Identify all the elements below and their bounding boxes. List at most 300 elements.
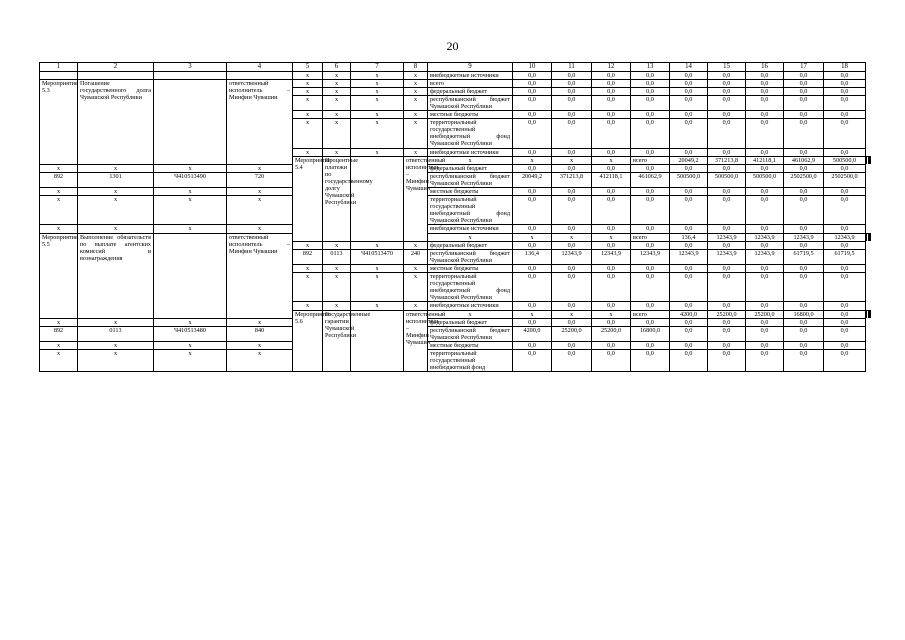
empty-cell <box>78 71 154 79</box>
amount-cell: 0,0 <box>552 225 592 233</box>
funding-source: местные бюджеты <box>428 188 513 196</box>
amount-cell: 0,0 <box>784 273 824 302</box>
amount-cell: 0,0 <box>824 326 866 341</box>
amount-cell: 0,0 <box>631 341 670 349</box>
amount-cell: 12343,9 <box>784 233 824 241</box>
amount-cell: 0,0 <box>552 119 592 148</box>
target-article-code: Ч410513480 <box>154 326 227 341</box>
amount-cell: 0,0 <box>552 87 592 95</box>
amount-cell: 0,0 <box>592 87 631 95</box>
section-code: x <box>323 148 351 156</box>
amount-cell: 0,0 <box>746 264 784 272</box>
grbs-code: x <box>40 318 78 326</box>
amount-cell: 0,0 <box>592 318 631 326</box>
empty-cell <box>227 71 293 79</box>
grbs-code: x <box>40 349 78 371</box>
measure-number: Мероприятие 5.4 <box>293 156 323 241</box>
grbs-code: x <box>40 196 78 225</box>
section-code: x <box>513 233 552 241</box>
amount-cell: 20049,2 <box>670 156 708 164</box>
amount-cell: 0,0 <box>784 95 824 110</box>
section-code: 1301 <box>78 172 154 187</box>
amount-cell: 4200,0 <box>670 310 708 318</box>
amount-cell: 0,0 <box>708 273 746 302</box>
target-article-code: x <box>552 310 592 318</box>
target-article-code: x <box>154 225 227 233</box>
amount-cell: 0,0 <box>592 225 631 233</box>
amount-cell: 0,0 <box>670 188 708 196</box>
amount-cell: 0,0 <box>784 71 824 79</box>
amount-cell: 12343,9 <box>670 249 708 264</box>
amount-cell: 0,0 <box>513 119 552 148</box>
amount-cell: 0,0 <box>784 119 824 148</box>
amount-cell: 0,0 <box>824 302 866 310</box>
measure-executor: ответственный исполнитель – Минфин Чувашии <box>404 310 428 372</box>
expense-type-code: x <box>404 111 428 119</box>
amount-cell: 0,0 <box>824 111 866 119</box>
section-code: x <box>323 273 351 302</box>
section-code: x <box>323 87 351 95</box>
amount-cell: 0,0 <box>746 341 784 349</box>
amount-cell: 0,0 <box>552 273 592 302</box>
expense-type-code: 840 <box>227 326 293 341</box>
section-code: x <box>323 241 351 249</box>
amount-cell: 0,0 <box>631 148 670 156</box>
amount-cell: 12343,9 <box>708 233 746 241</box>
grbs-code: x <box>40 164 78 172</box>
amount-cell: 12343,9 <box>592 249 631 264</box>
expense-type-code: x <box>227 318 293 326</box>
amount-cell: 0,0 <box>824 164 866 172</box>
amount-cell: 0,0 <box>784 87 824 95</box>
amount-cell: 0,0 <box>670 302 708 310</box>
amount-cell: 16800,0 <box>784 310 824 318</box>
measure-executor: ответственный исполнитель – Минфин Чувашии <box>227 233 293 318</box>
expense-type-code: x <box>592 233 631 241</box>
amount-cell: 0,0 <box>746 273 784 302</box>
funding-source: федеральный бюджет <box>428 164 513 172</box>
amount-cell: 0,0 <box>513 273 552 302</box>
amount-cell: 0,0 <box>670 164 708 172</box>
section-code: x <box>78 341 154 349</box>
amount-cell: 0,0 <box>552 164 592 172</box>
amount-cell: 0,0 <box>631 111 670 119</box>
amount-cell: 0,0 <box>592 95 631 110</box>
amount-cell: 0,0 <box>824 310 866 318</box>
section-code: 0113 <box>78 326 154 341</box>
amount-cell: 0,0 <box>670 95 708 110</box>
section-code: x <box>78 349 154 371</box>
grbs-code: 892 <box>293 249 323 264</box>
amount-cell: 0,0 <box>670 326 708 341</box>
amount-cell: 0,0 <box>670 225 708 233</box>
target-article-code: x <box>351 87 404 95</box>
amount-cell: 371213,8 <box>552 172 592 187</box>
amount-cell: 0,0 <box>552 95 592 110</box>
measure-col3 <box>351 156 404 241</box>
amount-cell: 0,0 <box>552 318 592 326</box>
amount-cell: 61719,5 <box>784 249 824 264</box>
measure-title: Процентные платежи по государственному долгу Чувашской Республики <box>323 156 351 241</box>
table-row <box>40 172 871 187</box>
column-header: 3 <box>154 63 227 72</box>
section-code: x <box>513 310 552 318</box>
target-article-code: x <box>552 156 592 164</box>
amount-cell: 0,0 <box>784 349 824 371</box>
funding-source: федеральный бюджет <box>428 241 513 249</box>
measure-executor: ответственный исполнитель – Минфин Чувашии <box>404 156 428 241</box>
target-article-code: x <box>154 196 227 225</box>
grbs-code: x <box>293 264 323 272</box>
funding-source: федеральный бюджет <box>428 318 513 326</box>
amount-cell: 0,0 <box>631 119 670 148</box>
target-article-code: Ч410513490 <box>154 172 227 187</box>
amount-cell: 12343,9 <box>631 249 670 264</box>
column-header: 9 <box>428 63 513 72</box>
amount-cell: 0,0 <box>708 79 746 87</box>
amount-cell: 0,0 <box>631 302 670 310</box>
amount-cell: 0,0 <box>631 188 670 196</box>
expense-type-code: x <box>227 349 293 371</box>
amount-cell: 0,0 <box>552 341 592 349</box>
column-header: 2 <box>78 63 154 72</box>
amount-cell: 0,0 <box>513 241 552 249</box>
target-article-code: x <box>351 264 404 272</box>
amount-cell: 0,0 <box>670 119 708 148</box>
empty-cell <box>154 71 227 79</box>
expense-type-code: x <box>592 310 631 318</box>
amount-cell: 0,0 <box>670 341 708 349</box>
expense-type-code: x <box>404 71 428 79</box>
expense-type-code: x <box>404 302 428 310</box>
amount-cell: 0,0 <box>592 71 631 79</box>
grbs-code: x <box>293 95 323 110</box>
amount-cell: 0,0 <box>746 71 784 79</box>
measure-title: Выполнение обязательств по выплате агентских комиссий и вознаграждения <box>78 233 154 318</box>
amount-cell: 12343,9 <box>824 233 866 241</box>
section-code: x <box>323 71 351 79</box>
expense-type-code: 240 <box>404 249 428 264</box>
funding-source: территориальный государственный внебюджетный фонд <box>428 349 513 371</box>
amount-cell: 371213,8 <box>708 156 746 164</box>
amount-cell: 0,0 <box>513 196 552 225</box>
amount-cell: 0,0 <box>784 196 824 225</box>
amount-cell: 0,0 <box>784 79 824 87</box>
amount-cell: 0,0 <box>552 148 592 156</box>
amount-cell: 0,0 <box>708 71 746 79</box>
amount-cell: 0,0 <box>746 87 784 95</box>
column-header: 17 <box>784 63 824 72</box>
target-article-code: x <box>552 233 592 241</box>
amount-cell: 0,0 <box>631 87 670 95</box>
column-header: 1 <box>40 63 78 72</box>
amount-cell: 0,0 <box>592 119 631 148</box>
section-code: x <box>323 302 351 310</box>
amount-cell: 0,0 <box>824 349 866 371</box>
grbs-code: x <box>293 119 323 148</box>
funding-source: территориальный государственный внебюджетный фонд Чувашской Республики <box>428 273 513 302</box>
target-article-code: x <box>351 119 404 148</box>
target-article-code: x <box>154 349 227 371</box>
expense-type-code: 720 <box>227 172 293 187</box>
grbs-code: x <box>428 310 513 318</box>
amount-cell: 0,0 <box>592 188 631 196</box>
target-article-code: x <box>351 79 404 87</box>
grbs-code: x <box>40 225 78 233</box>
grbs-code: x <box>293 111 323 119</box>
amount-cell: 0,0 <box>784 264 824 272</box>
amount-cell: 0,0 <box>513 87 552 95</box>
amount-cell: 0,0 <box>708 148 746 156</box>
amount-cell: 0,0 <box>631 241 670 249</box>
amount-cell: 0,0 <box>670 148 708 156</box>
expense-type-code: x <box>404 119 428 148</box>
amount-cell: 0,0 <box>824 71 866 79</box>
target-article-code: x <box>351 302 404 310</box>
amount-cell: 136,4 <box>670 233 708 241</box>
funding-source: федеральный бюджет <box>428 87 513 95</box>
measure-col3 <box>154 233 227 318</box>
amount-cell: 0,0 <box>592 349 631 371</box>
column-header: 8 <box>404 63 428 72</box>
amount-cell <box>869 233 870 241</box>
funding-source: внебюджетные источники <box>428 225 513 233</box>
amount-cell: 0,0 <box>746 119 784 148</box>
section-code: x <box>323 111 351 119</box>
grbs-code: 892 <box>40 326 78 341</box>
column-header: 15 <box>708 63 746 72</box>
table-row <box>40 233 871 241</box>
amount-cell: 0,0 <box>631 318 670 326</box>
amount-cell <box>869 310 870 318</box>
funding-source: всего <box>631 156 670 164</box>
amount-cell: 0,0 <box>784 188 824 196</box>
expense-type-code: x <box>404 148 428 156</box>
amount-cell: 0,0 <box>784 341 824 349</box>
amount-cell: 0,0 <box>746 164 784 172</box>
table-row <box>40 326 871 341</box>
amount-cell: 0,0 <box>631 264 670 272</box>
amount-cell: 0,0 <box>631 196 670 225</box>
amount-cell: 0,0 <box>513 188 552 196</box>
section-code: x <box>78 318 154 326</box>
amount-cell: 0,0 <box>746 196 784 225</box>
amount-cell: 0,0 <box>513 349 552 371</box>
amount-cell: 0,0 <box>592 79 631 87</box>
column-header: 5 <box>293 63 323 72</box>
amount-cell: 0,0 <box>708 349 746 371</box>
amount-cell: 12343,9 <box>746 249 784 264</box>
column-header: 4 <box>227 63 293 72</box>
amount-cell: 0,0 <box>670 196 708 225</box>
amount-cell: 0,0 <box>670 241 708 249</box>
amount-cell: 0,0 <box>824 79 866 87</box>
amount-cell: 0,0 <box>824 318 866 326</box>
amount-cell: 0,0 <box>824 341 866 349</box>
grbs-code: x <box>40 188 78 196</box>
amount-cell: 25200,0 <box>746 310 784 318</box>
expense-type-code: x <box>227 188 293 196</box>
section-code: x <box>78 225 154 233</box>
amount-cell: 0,0 <box>513 148 552 156</box>
amount-cell: 0,0 <box>746 148 784 156</box>
column-header: 6 <box>323 63 351 72</box>
target-article-code: x <box>351 71 404 79</box>
amount-cell: 20049,2 <box>513 172 552 187</box>
amount-cell: 0,0 <box>670 273 708 302</box>
amount-cell: 0,0 <box>708 87 746 95</box>
amount-cell: 461062,9 <box>631 172 670 187</box>
amount-cell: 0,0 <box>824 225 866 233</box>
funding-source: всего <box>428 79 513 87</box>
table-row <box>40 79 871 87</box>
target-article-code: x <box>351 148 404 156</box>
target-article-code: x <box>351 273 404 302</box>
amount-cell: 0,0 <box>513 318 552 326</box>
amount-cell: 0,0 <box>670 264 708 272</box>
amount-cell: 0,0 <box>824 264 866 272</box>
amount-cell: 0,0 <box>746 349 784 371</box>
section-code: x <box>78 196 154 225</box>
amount-cell: 0,0 <box>746 326 784 341</box>
column-header: 12 <box>592 63 631 72</box>
amount-cell: 0,0 <box>631 273 670 302</box>
amount-cell: 0,0 <box>824 95 866 110</box>
amount-cell: 0,0 <box>824 241 866 249</box>
grbs-code: x <box>293 79 323 87</box>
amount-cell: 500500,0 <box>824 156 866 164</box>
grbs-code: x <box>293 273 323 302</box>
target-article-code: x <box>154 318 227 326</box>
amount-cell: 412118,1 <box>592 172 631 187</box>
amount-cell: 0,0 <box>513 71 552 79</box>
amount-cell: 0,0 <box>670 87 708 95</box>
table-row <box>40 318 871 326</box>
amount-cell: 0,0 <box>708 119 746 148</box>
funding-source: местные бюджеты <box>428 341 513 349</box>
column-header: 18 <box>824 63 866 72</box>
grbs-code: 892 <box>40 172 78 187</box>
amount-cell: 0,0 <box>552 188 592 196</box>
amount-cell: 16800,0 <box>631 326 670 341</box>
target-article-code: x <box>154 341 227 349</box>
amount-cell: 0,0 <box>746 302 784 310</box>
amount-cell: 0,0 <box>784 302 824 310</box>
grbs-code: x <box>293 241 323 249</box>
amount-cell: 0,0 <box>746 79 784 87</box>
amount-cell: 0,0 <box>513 225 552 233</box>
grbs-code: x <box>293 71 323 79</box>
column-header: 11 <box>552 63 592 72</box>
amount-cell: 0,0 <box>513 79 552 87</box>
funding-source: республиканский бюджет Чувашской Республики <box>428 326 513 341</box>
column-header: 16 <box>746 63 784 72</box>
amount-cell: 500500,0 <box>746 172 784 187</box>
amount-cell: 0,0 <box>708 95 746 110</box>
table-row <box>40 164 871 172</box>
amount-cell: 0,0 <box>631 164 670 172</box>
amount-cell: 0,0 <box>631 349 670 371</box>
amount-cell: 12343,9 <box>746 233 784 241</box>
amount-cell: 0,0 <box>552 111 592 119</box>
amount-cell: 0,0 <box>592 341 631 349</box>
amount-cell: 0,0 <box>552 349 592 371</box>
amount-cell: 0,0 <box>513 341 552 349</box>
amount-cell: 0,0 <box>513 111 552 119</box>
funding-source: внебюджетные источники <box>428 148 513 156</box>
amount-cell: 136,4 <box>513 249 552 264</box>
expense-type-code: x <box>592 156 631 164</box>
target-article-code: x <box>154 164 227 172</box>
funding-source: местные бюджеты <box>428 264 513 272</box>
section-code: x <box>323 264 351 272</box>
amount-cell: 12343,9 <box>708 249 746 264</box>
funding-source: местные бюджеты <box>428 111 513 119</box>
grbs-code: x <box>293 148 323 156</box>
amount-cell: 0,0 <box>552 302 592 310</box>
column-header: 14 <box>670 63 708 72</box>
amount-cell: 0,0 <box>784 164 824 172</box>
amount-cell: 0,0 <box>824 148 866 156</box>
grbs-code: x <box>428 156 513 164</box>
funding-source: республиканский бюджет Чувашской Республики <box>428 95 513 110</box>
funding-source: территориальный государственный внебюджетный фонд Чувашской Республики <box>428 196 513 225</box>
page-number: 20 <box>446 39 459 53</box>
column-header: 10 <box>513 63 552 72</box>
measure-title: Государственные гарантии Чувашской Республики <box>323 310 351 372</box>
amount-cell: 0,0 <box>631 225 670 233</box>
expense-type-code: x <box>404 264 428 272</box>
funding-source: республиканский бюджет Чувашской Республики <box>428 249 513 264</box>
funding-source: территориальный государственный внебюджетный фонд Чувашской Республики <box>428 119 513 148</box>
target-article-code: Ч410513470 <box>351 249 404 264</box>
amount-cell: 61719,5 <box>824 249 866 264</box>
amount-cell: 0,0 <box>824 188 866 196</box>
table-row <box>40 349 871 371</box>
section-code: 0113 <box>323 249 351 264</box>
amount-cell: 0,0 <box>552 196 592 225</box>
amount-cell: 2502500,0 <box>824 172 866 187</box>
amount-cell: 0,0 <box>631 71 670 79</box>
amount-cell: 0,0 <box>784 326 824 341</box>
expense-type-code: x <box>227 225 293 233</box>
amount-cell: 0,0 <box>552 71 592 79</box>
expense-type-code: x <box>404 273 428 302</box>
amount-cell: 0,0 <box>592 148 631 156</box>
expense-type-code: x <box>404 241 428 249</box>
table-row <box>40 225 871 233</box>
amount-cell: 0,0 <box>784 318 824 326</box>
funding-source: всего <box>631 310 670 318</box>
amount-cell: 0,0 <box>592 164 631 172</box>
amount-cell: 0,0 <box>824 196 866 225</box>
table-row <box>40 188 871 196</box>
funding-source: внебюджетные источники <box>428 302 513 310</box>
amount-cell: 0,0 <box>708 196 746 225</box>
expense-type-code: x <box>404 87 428 95</box>
amount-cell: 0,0 <box>513 95 552 110</box>
funding-source: всего <box>631 233 670 241</box>
measure-number: Мероприятие 5.5 <box>40 233 78 318</box>
amount-cell: 0,0 <box>708 302 746 310</box>
budget-table <box>39 62 871 372</box>
amount-cell: 0,0 <box>746 188 784 196</box>
amount-cell: 0,0 <box>513 164 552 172</box>
amount-cell: 0,0 <box>670 318 708 326</box>
amount-cell: 0,0 <box>746 241 784 249</box>
amount-cell: 0,0 <box>824 87 866 95</box>
amount-cell: 0,0 <box>592 302 631 310</box>
